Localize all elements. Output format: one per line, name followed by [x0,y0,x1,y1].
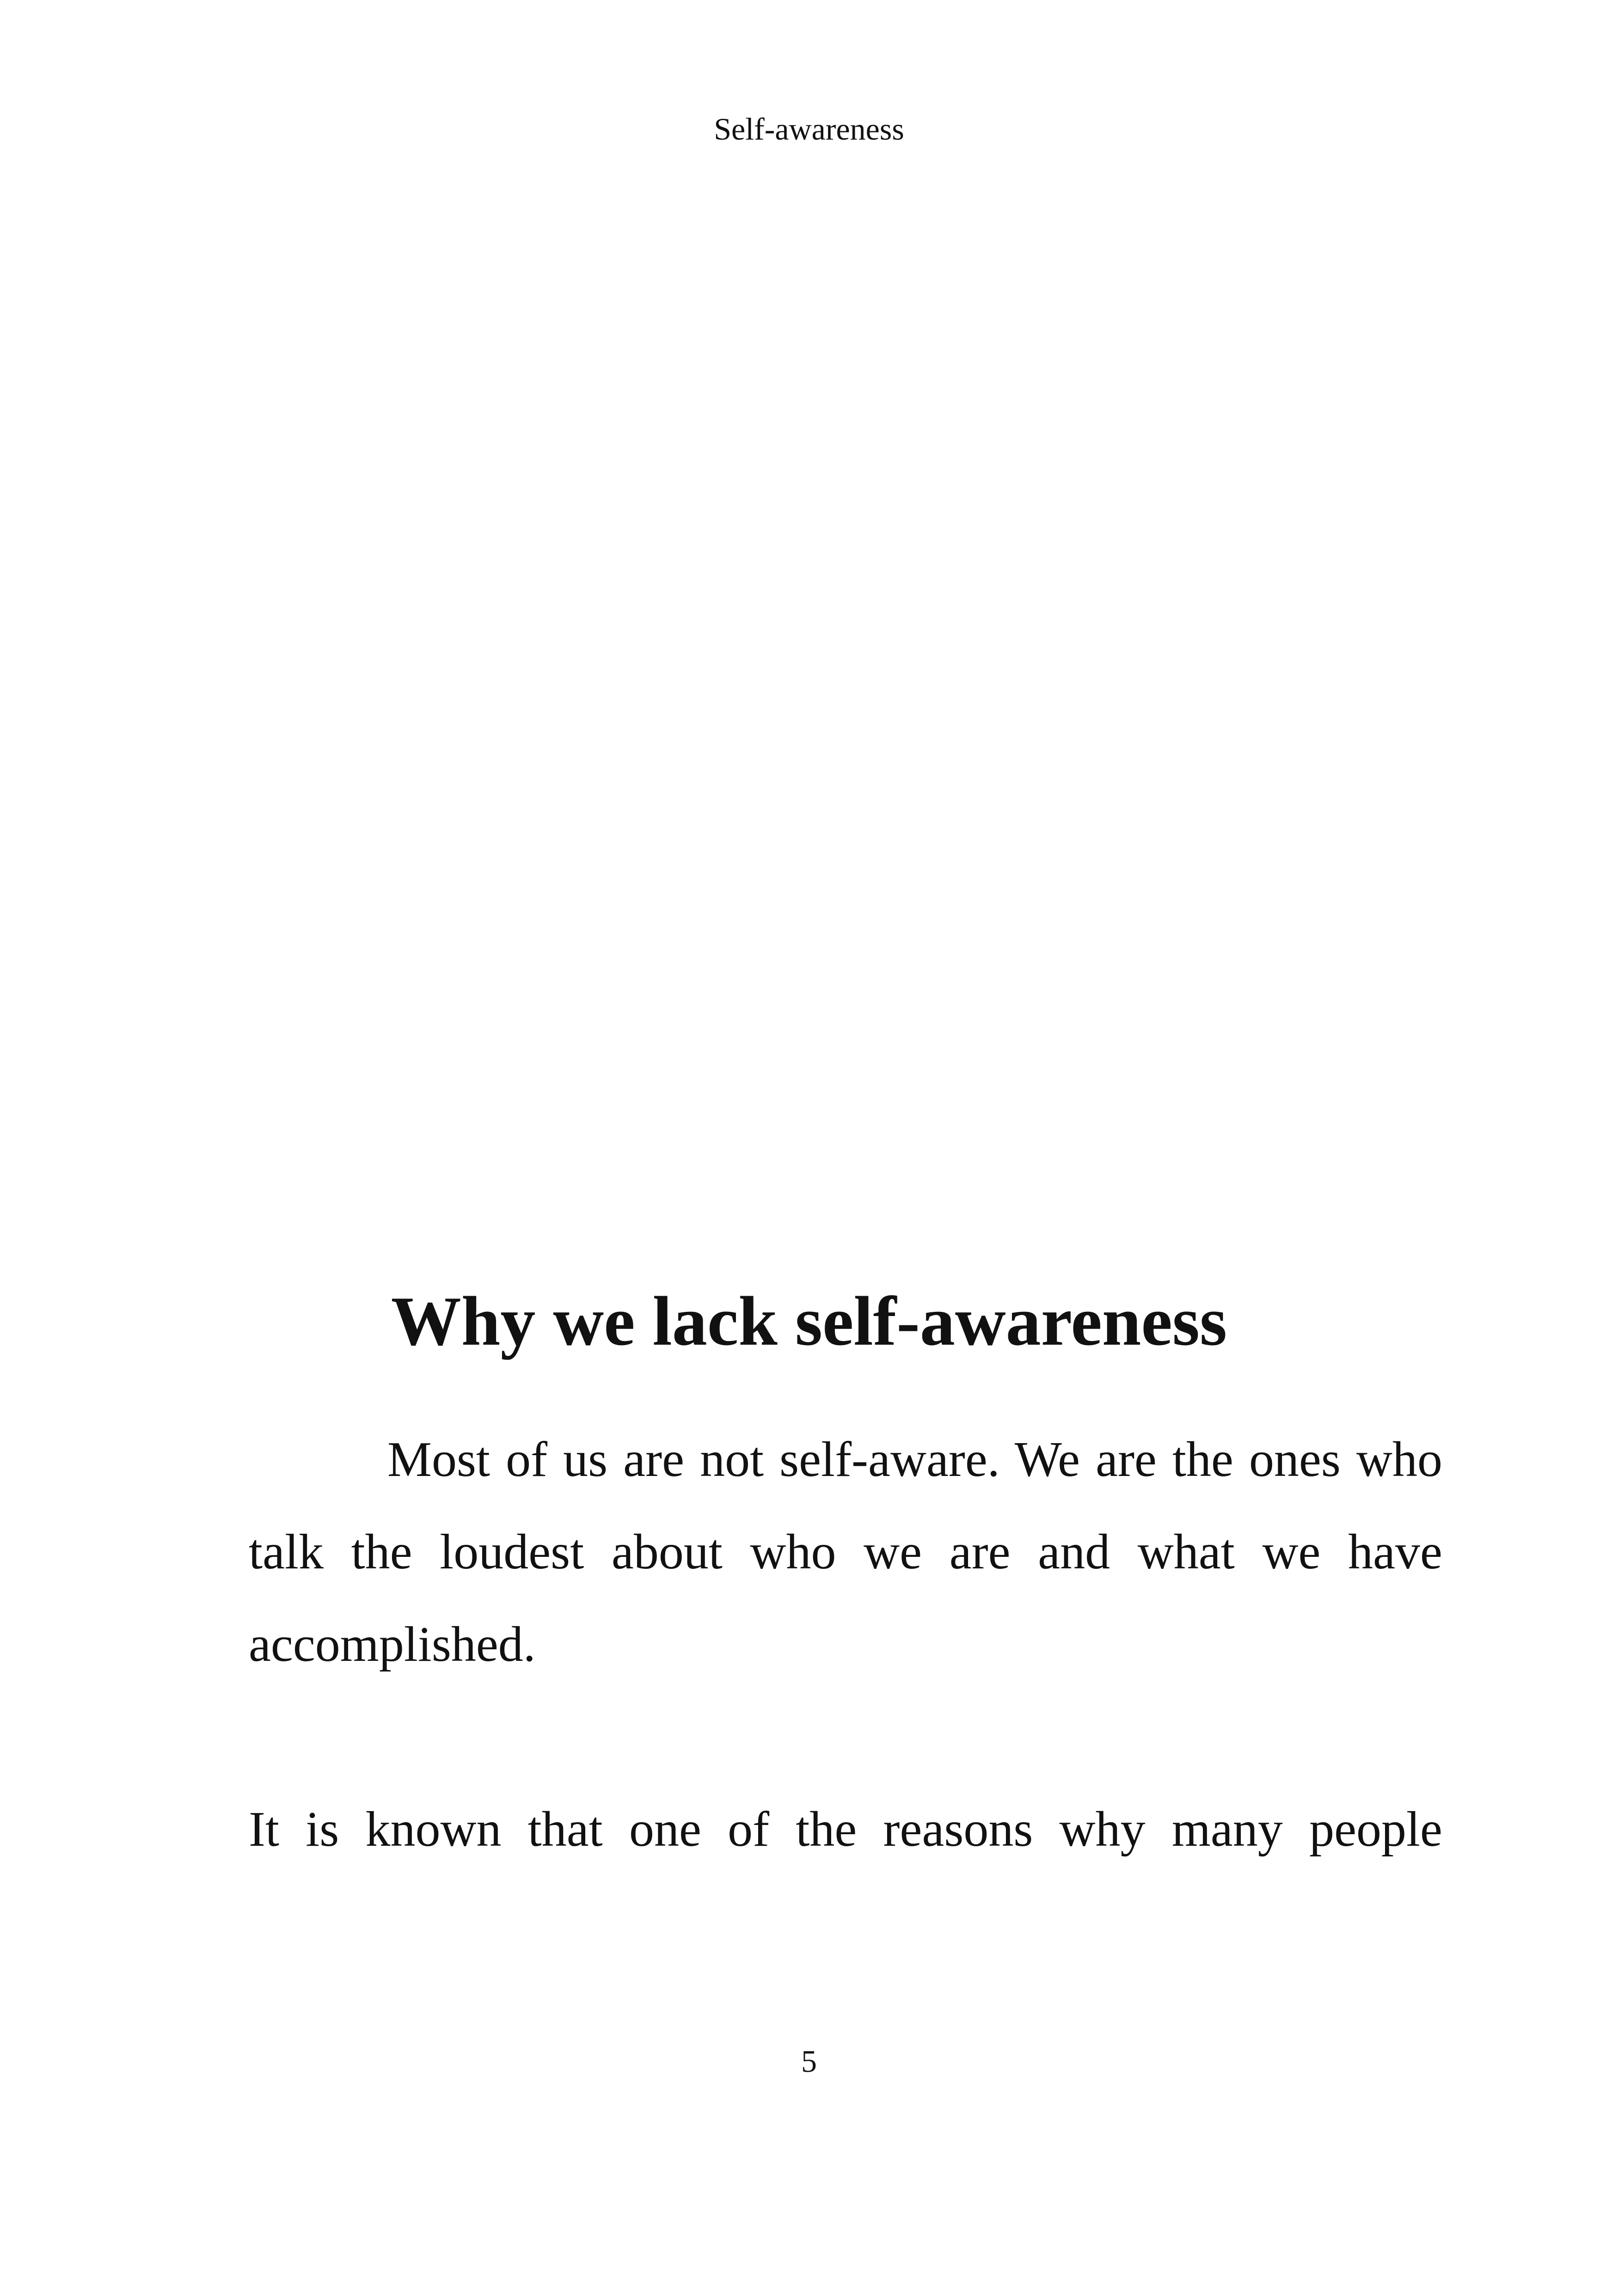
chapter-title: Why we lack self-awareness [391,1282,1227,1360]
body-paragraph: Most of us are not self-aware. We are the ones who talk the loudest about who we are and what we have accomplished. [249,1432,1442,1672]
body-paragraph: It is known that one of the reasons why many people [249,1802,1442,1857]
running-header: Self-awareness [714,111,904,147]
page-number: 5 [801,2044,817,2079]
